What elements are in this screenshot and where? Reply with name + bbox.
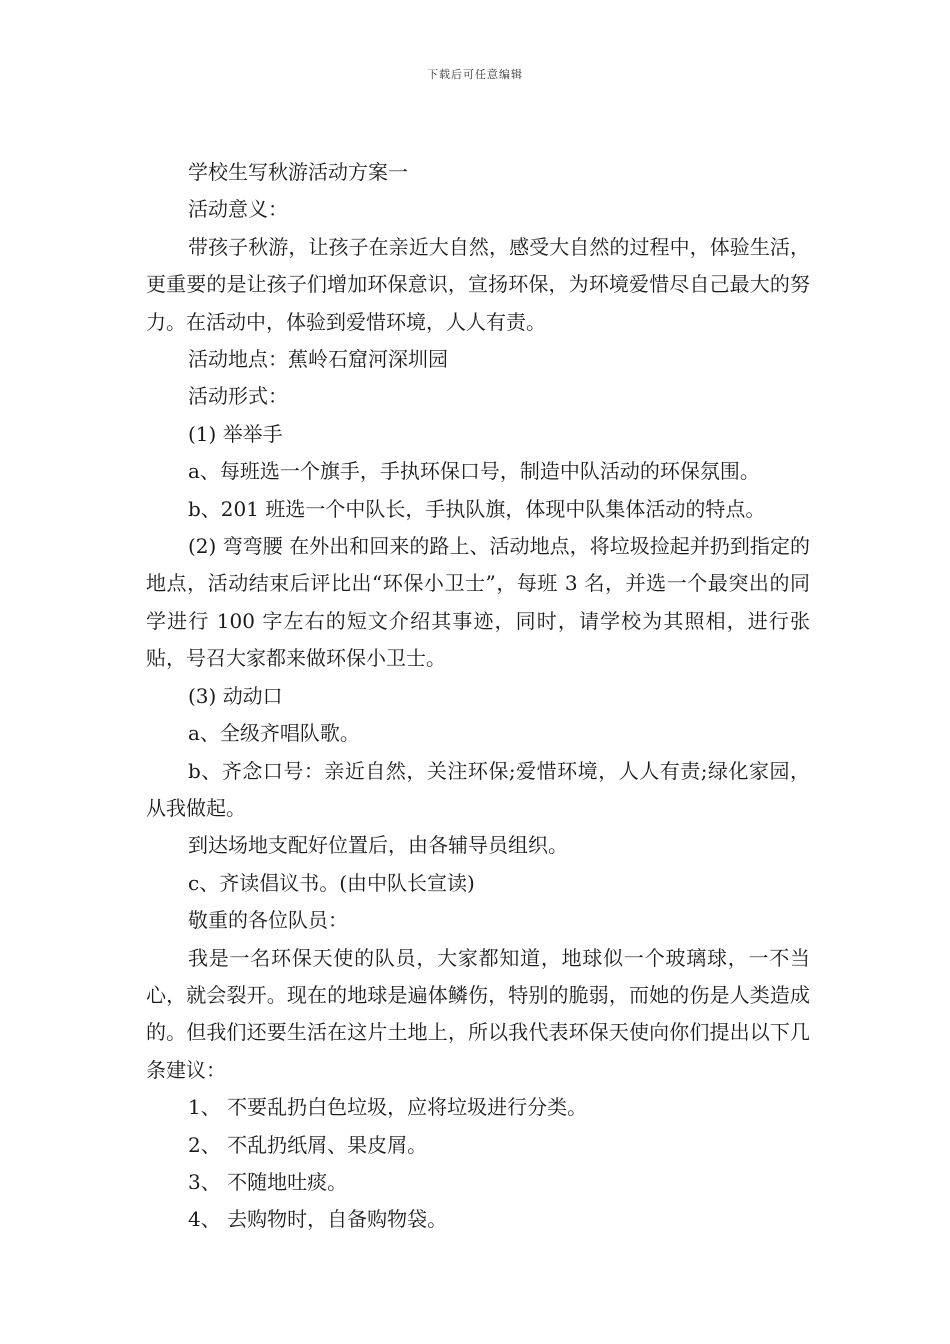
suggestion-item: 1、 不要乱扔白色垃圾，应将垃圾进行分类。 — [188, 1095, 588, 1120]
list-item: b、齐念口号：亲近自然，关注环保;爱惜环境，人人有责;绿化家园，从我做起。 — [146, 758, 810, 820]
list-heading-speak-up: (3) 动动口 — [188, 683, 283, 708]
paragraph-location: 活动地点：蕉岭石窟河深圳园 — [188, 347, 448, 372]
list-heading-raise-hands: (1) 举举手 — [188, 421, 283, 446]
suggestion-item: 4、 去购物时，自备购物袋。 — [188, 1207, 448, 1232]
letter-salutation: 敬重的各位队员： — [188, 908, 348, 933]
paragraph-bend-over: (2) 弯弯腰 在外出和回来的路上、活动地点，将垃圾捡起并扔到指定的地点，活动结束后评比出“环保小卫士”，每班 3 名，并选一个最突出的同学进行 100 字左右的短文介绍其事迹，同时，请学校为其照相，进行张贴，号召大家都来做环保小卫士。 — [146, 534, 810, 671]
list-item: a、每班选一个旗手，手执环保口号，制造中队活动的环保氛围。 — [188, 459, 760, 484]
suggestion-item: 2、 不乱扔纸屑、果皮屑。 — [188, 1132, 428, 1157]
document-body — [146, 154, 810, 1239]
list-item: a、全级齐唱队歌。 — [188, 721, 360, 746]
paragraph-arrival: 到达场地支配好位置后，由各辅导员组织。 — [188, 833, 568, 858]
document-title: 学校生写秋游活动方案一 — [188, 160, 408, 184]
page-header-note: 下载后可任意编辑 — [427, 68, 523, 81]
letter-body: 我是一名环保天使的队员，大家都知道，地球似一个玻璃球，一不当心，就会裂开。现在的地球是遍体鳞伤，特别的脆弱，而她的伤是人类造成的。但我们还要生活在这片土地上，所以我代表环保天使向你们提出以下几条建议： — [146, 945, 810, 1082]
list-item: b、201 班选一个中队长，手执队旗，体现中队集体活动的特点。 — [188, 496, 766, 521]
paragraph-significance: 带孩子秋游，让孩子在亲近大自然，感受大自然的过程中，体验生活，更重要的是让孩子们增加环保意识，宣扬环保，为环境爱惜尽自己最大的努力。在活动中，体验到爱惜环境，人人有责。 — [146, 234, 810, 334]
suggestion-item: 3、 不随地吐痰。 — [188, 1169, 348, 1194]
section-heading-significance: 活动意义： — [188, 197, 288, 222]
list-item: c、齐读倡议书。(由中队长宣读) — [188, 870, 475, 895]
section-heading-format: 活动形式： — [188, 384, 288, 409]
